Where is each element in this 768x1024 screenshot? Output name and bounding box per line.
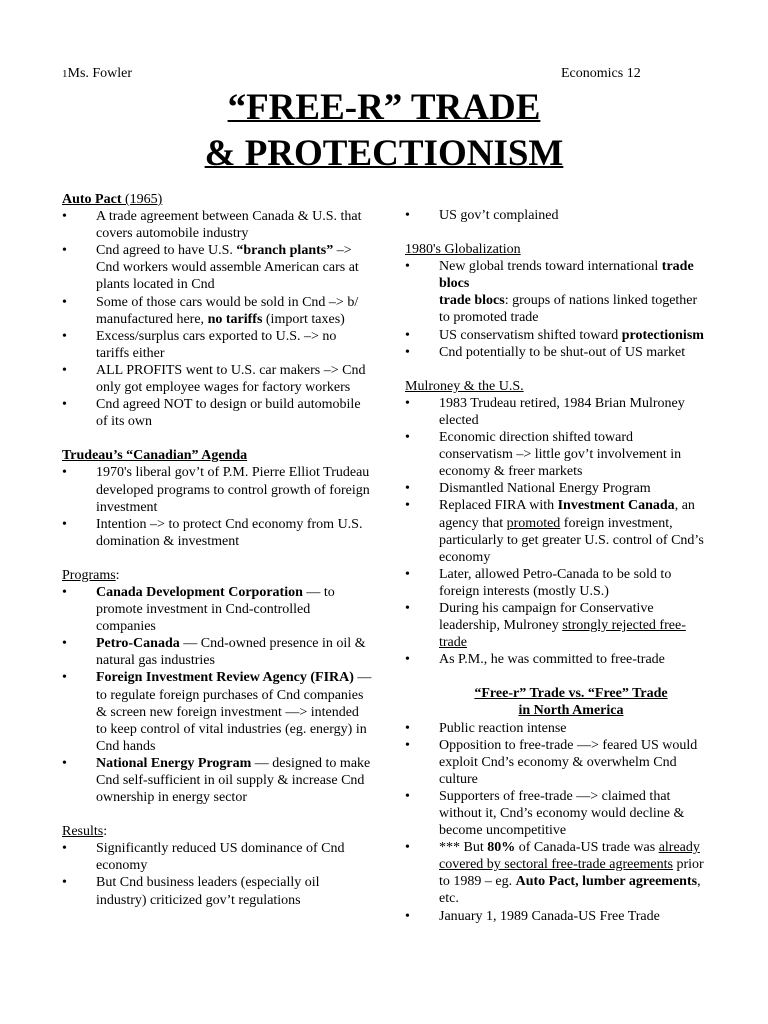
list-item: • Cnd potentially to be shut-out of US market [405,344,686,360]
list-item: • Dismantled National Energy Program [405,481,651,497]
title-line-2: & PROTECTIONISM [204,133,564,174]
list-item: • National Energy Program — designed to make Cnd self-sufficient in oil supply & increase Cnd ownership in energy sector [62,755,371,806]
list-item: • Cnd agreed NOT to design or build automobile of its own [62,397,361,430]
list-item: • But Cnd business leaders (especially oil industry) criticized gov’t regulations [62,875,320,908]
header-teacher [62,66,132,82]
list-item: • US conservatism shifted toward protectionism [405,327,704,343]
list-item: • Public reaction intense [405,720,567,736]
right-column [405,207,707,925]
list-item: • ALL PROFITS went to U.S. car makers –> Cnd only got employee wages for factory workers [62,362,366,396]
list-item: • Cnd agreed to have U.S. “branch plants” –> Cnd workers would assemble American cars at plants located in Cnd [62,243,359,293]
list-item: • Supporters of free-trade —> claimed that without it, Cnd’s economy would decline & become uncompetitive [405,788,685,839]
list-item: • Intention –> to protect Cnd economy from U.S. domination & investment [62,516,363,549]
list-item: • As P.M., he was committed to free-trade [405,652,665,668]
section-continued [405,207,707,224]
section-results [62,823,372,908]
list-item: • *** But 80% of Canada-US trade was already covered by sectoral free-trade agreements prior to 1989 – eg. Auto Pact, lumber agreements, etc. [405,840,704,907]
list-item: • Some of those cars would be sold in Cnd –> b/ manufactured here, no tariffs (import taxes) [62,294,359,327]
list-item: • Foreign Investment Review Agency (FIRA) — to regulate foreign purchases of Cnd companies & screen new foreign investment —> intended to keep control of vital industries (eg. energy) in Cnd hands [62,670,372,754]
section-auto-pact [62,191,372,430]
list-item: • Economic direction shifted toward conservatism –> little gov’t involvement in economy & freer markets [405,430,682,480]
results-heading: Results: [62,824,108,840]
list-item: • Replaced FIRA with Investment Canada, an agency that promoted foreign investment, particularly to get greater U.S. control of Cnd’s economy [405,498,704,565]
section-programs [62,567,372,806]
globalization-heading: 1980's Globalization [405,242,521,258]
trudeau-heading: Trudeau’s “Canadian” Agenda [62,448,248,464]
course-name: Economics 12 [561,66,641,81]
list-item: • A trade agreement between Canada & U.S. that covers automobile industry [62,209,362,242]
list-item: • Canada Development Corporation — to promote investment in Cnd-controlled companies [62,584,335,635]
list-item: • US gov’t complained [405,208,559,223]
list-item: • New global trends toward international trade blocs trade blocs: groups of nations linked together to promoted trade [405,259,698,326]
mulroney-heading: Mulroney & the U.S. [405,378,524,394]
free-trade-heading-line-1: “Free-r” Trade vs. “Free” Trade [474,686,668,702]
section-globalization [405,241,707,361]
section-mulroney [405,378,707,669]
list-item: • Significantly reduced US dominance of Cnd economy [62,841,345,874]
teacher-name: Ms. Fowler [67,66,133,81]
free-trade-heading-line-2: in North America [518,703,624,719]
list-item: • Opposition to free-trade —> feared US would exploit Cnd’s economy & overwhelm Cnd culture [405,737,698,787]
list-item: • Petro-Canada — Cnd-owned presence in oil & natural gas industries [62,636,366,669]
title-line-1: “FREE-R” TRADE [227,87,541,128]
list-item: • January 1, 1989 Canada-US Free Trade [405,908,660,924]
list-item: • Excess/surplus cars exported to U.S. –> no tariffs either [62,328,337,361]
list-item: • Later, allowed Petro-Canada to be sold to foreign interests (mostly U.S.) [405,566,672,599]
list-item: • 1983 Trudeau retired, 1984 Brian Mulroney elected [405,395,685,428]
list-item: • During his campaign for Conservative leadership, Mulroney strongly rejected free-trade [405,600,686,651]
section-trudeau-agenda [62,447,372,550]
programs-heading: Programs: [62,567,120,583]
auto-pact-heading: Auto Pact (1965) [62,192,163,207]
list-item: • 1970's liberal gov’t of P.M. Pierre Elliot Trudeau developed programs to control growth of foreign investment [62,465,370,515]
page-number: 1 [62,68,68,80]
left-column [62,191,372,909]
section-free-trade [405,685,707,924]
